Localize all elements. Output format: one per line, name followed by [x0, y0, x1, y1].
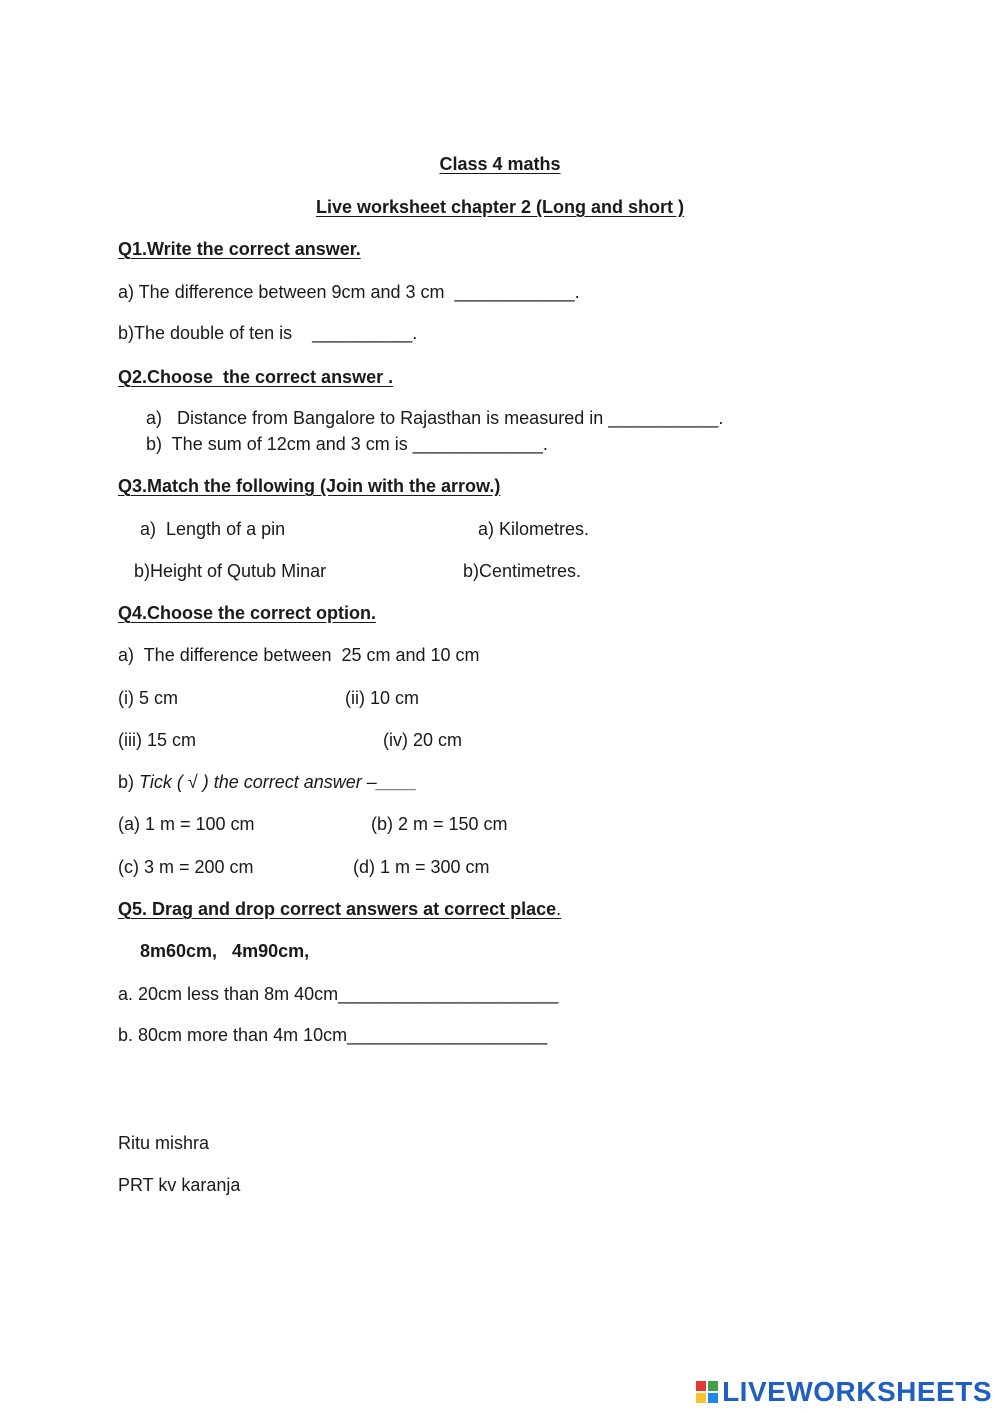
author-position: PRT kv karanja — [118, 1175, 241, 1195]
q1-heading: Q1.Write the correct answer. — [118, 239, 361, 259]
q4-option: (d) 1 m = 300 cm — [353, 857, 490, 877]
q5-heading — [118, 898, 561, 920]
logo-block — [708, 1381, 718, 1391]
q5-heading-end: . — [556, 899, 562, 919]
q1-item-a: a) The difference between 9cm and 3 cm ____________. — [118, 282, 580, 302]
q4-option: (iii) 15 cm — [118, 730, 197, 750]
q4-option: (iv) 20 cm — [383, 730, 463, 750]
q5-options: 8m60cm, 4m90cm, — [140, 941, 310, 961]
q5-item-b: b. 80cm more than 4m 10cm____________________ — [118, 1025, 548, 1045]
q4-option: (b) 2 m = 150 cm — [371, 814, 508, 834]
logo-block — [696, 1393, 706, 1403]
worksheet-subtitle: Live worksheet chapter 2 (Long and short ) — [315, 197, 685, 217]
q1-item-b: b)The double of ten is __________. — [118, 323, 418, 343]
author-name: Ritu mishra — [118, 1133, 210, 1153]
q4-option: (c) 3 m = 200 cm — [118, 857, 254, 877]
q3-left-item: b)Height of Qutub Minar — [134, 561, 327, 581]
q2-item-a: a) Distance from Bangalore to Rajasthan is measured in ___________. — [146, 408, 724, 428]
logo-text: LIVEWORKSHEETS — [722, 1376, 992, 1407]
logo-block — [696, 1381, 706, 1391]
q2-item-b: b) The sum of 12cm and 3 cm is _____________. — [146, 434, 548, 454]
q3-right-item: a) Kilometres. — [478, 519, 590, 539]
q4-question-a: a) The difference between 25 cm and 10 cm — [118, 645, 480, 665]
q4-question-b — [118, 771, 417, 793]
logo-blocks-icon — [696, 1381, 718, 1403]
logo-block — [708, 1393, 718, 1403]
liveworksheets-logo — [696, 1375, 992, 1409]
q4-option: (i) 5 cm — [118, 688, 178, 708]
q4-heading: Q4.Choose the correct option. — [118, 603, 377, 623]
q3-heading: Q3.Match the following (Join with the arrow.) — [118, 476, 501, 496]
q2-heading: Q2.Choose the correct answer . — [118, 367, 394, 387]
q5-item-a: a. 20cm less than 8m 40cm______________________ — [118, 984, 559, 1004]
q5-heading-text: Q5. Drag and drop correct answers at correct place — [118, 899, 557, 919]
q4-option: (ii) 10 cm — [345, 688, 420, 708]
q4-question-b-text: Tick ( √ ) the correct answer –____ — [139, 772, 417, 792]
worksheet-title: Class 4 maths — [439, 154, 561, 174]
q4-question-b-prefix: b) — [118, 772, 140, 792]
q3-left-item: a) Length of a pin — [140, 519, 286, 539]
q3-right-item: b)Centimetres. — [463, 561, 582, 581]
q4-option: (a) 1 m = 100 cm — [118, 814, 255, 834]
